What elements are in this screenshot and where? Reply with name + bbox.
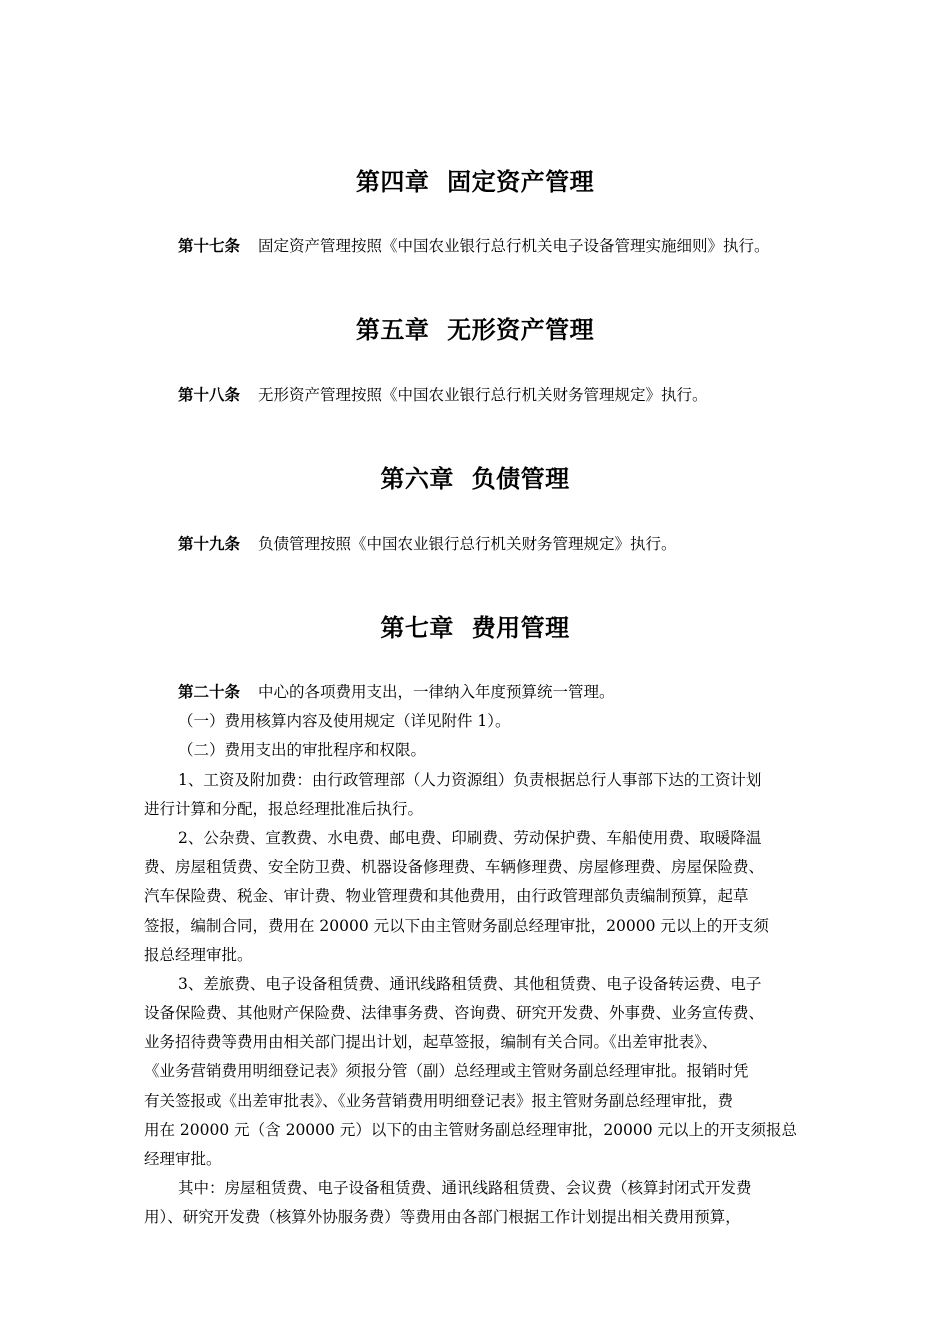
body-line: （二）费用支出的审批程序和权限。 bbox=[178, 741, 427, 760]
body-line: 用）、研究开发费（核算外协服务费）等费用由各部门根据工作计划提出相关费用预算， bbox=[144, 1208, 741, 1227]
body-line: 签报，编制合同，费用在 20000 元以下由主管财务副总经理审批，20000 元以上的开支须 bbox=[144, 916, 769, 935]
article-17 bbox=[178, 235, 818, 257]
body-line: 用在 20000 元（含 20000 元）以下的由主管财务副总经理审批，20000 元以上的开支须报总 bbox=[144, 1120, 798, 1139]
article-20 bbox=[144, 681, 814, 710]
body-line: 汽车保险费、税金、审计费、物业管理费和其他费用，由行政管理部负责编制预算，起草 bbox=[144, 887, 749, 906]
body-line: 有关签报或《出差审批表》、《业务营销费用明细登记表》报主管财务副总经理审批，费 bbox=[144, 1091, 734, 1110]
body-line: 业务招待费等费用由相关部门提出计划，起草签报，编制有关合同。《出差审批表》、 bbox=[144, 1033, 718, 1052]
body-line: （一）费用核算内容及使用规定（详见附件 1）。 bbox=[178, 712, 511, 731]
body-line: 其中：房屋租赁费、电子设备租赁费、通讯线路租赁费、会议费（核算封闭式开发费 bbox=[178, 1179, 752, 1198]
body-line: 2、公杂费、宣教费、水电费、邮电费、印刷费、劳动保护费、车船使用费、取暖降温 bbox=[178, 828, 762, 847]
article-20-text: 中心的各项费用支出，一律纳入年度预算统一管理。 bbox=[258, 683, 615, 701]
body-line: 报总经理审批。 bbox=[144, 945, 253, 964]
body-line: 《业务营销费用明细登记表》须报分管（副）总经理或主管财务副总经理审批。报销时凭 bbox=[144, 1062, 749, 1081]
article-18-text: 无形资产管理按照《中国农业银行总行机关财务管理规定》执行。 bbox=[258, 386, 708, 404]
article-19 bbox=[178, 533, 818, 555]
chapter-7-body bbox=[144, 681, 814, 1236]
body-line: 设备保险费、其他财产保险费、法律事务费、咨询费、研究开发费、外事费、业务宣传费、 bbox=[144, 1004, 765, 1023]
article-18-label: 第十八条 bbox=[178, 386, 241, 404]
chapter-6-title: 第六章 负债管理 bbox=[380, 465, 570, 493]
body-line: 1、工资及附加费：由行政管理部（人力资源组）负责根据总行人事部下达的工资计划 bbox=[178, 770, 762, 789]
article-20-label: 第二十条 bbox=[178, 683, 241, 701]
article-19-text: 负债管理按照《中国农业银行总行机关财务管理规定》执行。 bbox=[258, 535, 677, 553]
article-18 bbox=[178, 384, 818, 406]
body-line: 费、房屋租赁费、安全防卫费、机器设备修理费、车辆修理费、房屋修理费、房屋保险费、 bbox=[144, 858, 765, 877]
chapter-4-title: 第四章 固定资产管理 bbox=[355, 168, 595, 196]
chapter-5-title: 第五章 无形资产管理 bbox=[355, 316, 595, 344]
article-17-text: 固定资产管理按照《中国农业银行总行机关电子设备管理实施细则》执行。 bbox=[258, 237, 770, 255]
body-line: 进行计算和分配，报总经理批准后执行。 bbox=[144, 799, 424, 818]
chapter-7-title: 第七章 费用管理 bbox=[380, 614, 570, 642]
body-line: 3、差旅费、电子设备租赁费、通讯线路租赁费、其他租赁费、电子设备转运费、电子 bbox=[178, 974, 762, 993]
article-17-label: 第十七条 bbox=[178, 237, 241, 255]
body-line: 经理审批。 bbox=[144, 1150, 222, 1168]
article-19-label: 第十九条 bbox=[178, 535, 241, 553]
